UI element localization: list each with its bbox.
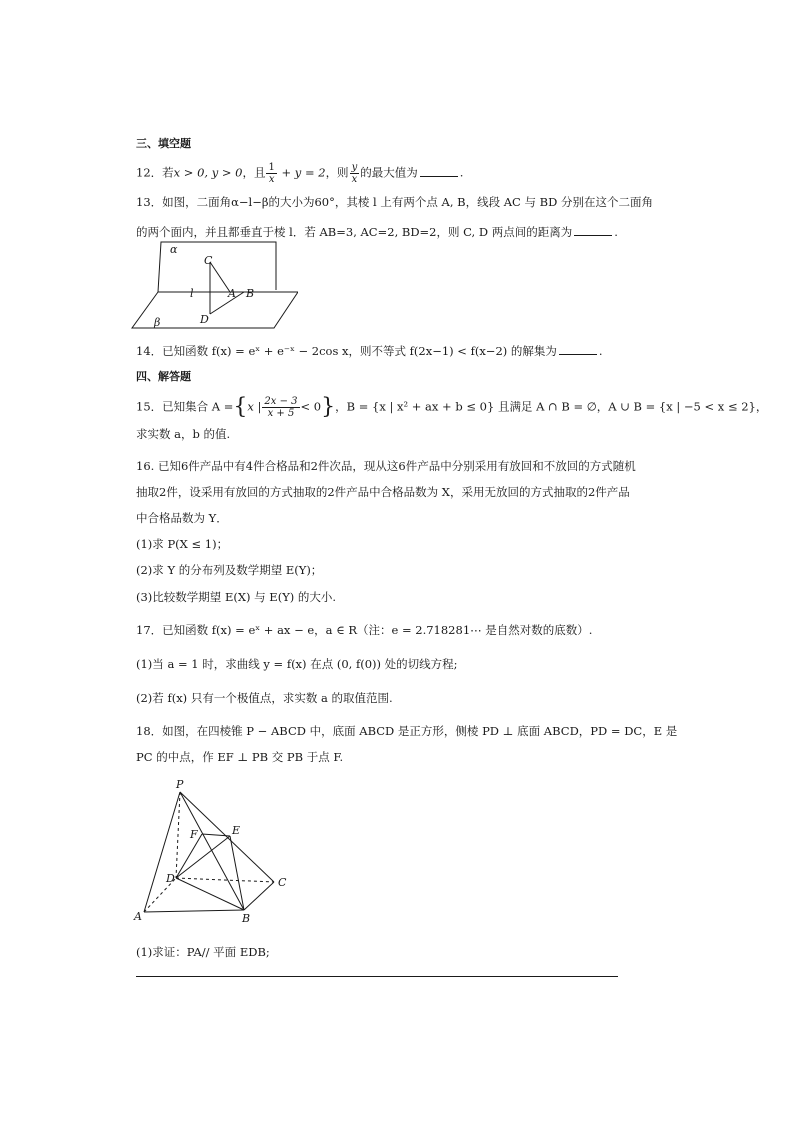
question-16-part1: (1)求 P(X ≤ 1)； xyxy=(136,537,229,551)
answer-blank[interactable] xyxy=(559,342,597,355)
label-a: A xyxy=(228,287,236,300)
question-13-line2: 的两个面内，并且都垂直于棱 l．若 AB=3, AC=2, BD=2，则 C, D 两点间的距离为 . xyxy=(136,225,618,239)
pyramid-figure xyxy=(132,774,302,924)
answer-blank[interactable] xyxy=(574,223,612,236)
question-16-part2: (2)求 Y 的分布列及数学期望 E(Y)； xyxy=(136,563,323,577)
question-15-line1: 15．已知集合 A ={x | $\frac{2x - 3}{x + 5}$ < 0}，B = {x | x² + ax + b ≤ 0} 且满足 A ∩ B = ∅，A ∪ B = {x | −5 < x ≤ 2}， xyxy=(136,394,768,420)
label-p: P xyxy=(176,778,184,791)
edge-dc xyxy=(176,878,274,882)
segment-fe xyxy=(202,834,230,836)
question-16-line2: 抽取2件，设采用有放回的方式抽取的2件产品中合格品数为 X，采用无放回的方式抽取的2件产品 xyxy=(136,485,630,499)
label-f: F xyxy=(190,828,198,841)
question-15-line2: 求实数 a，b 的值. xyxy=(136,427,231,441)
question-16-line1: 16. 已知6件产品中有4件合格品和2件次品，现从这6件产品中分别采用有放回和不放回的方式随机 xyxy=(136,459,636,473)
dihedral-angle-figure xyxy=(128,240,298,332)
label-e: E xyxy=(232,824,241,837)
edge-bc xyxy=(244,882,274,910)
question-13-line1: 13．如图，二面角α−l−β的大小为60°，其棱 l 上有两个点 A, B，线段 AC 与 BD 分别在这个二面角 xyxy=(136,195,653,209)
segment-de xyxy=(176,836,230,878)
label-c: C xyxy=(278,876,287,889)
question-16-part3: (3)比较数学期望 E(X) 与 E(Y) 的大小. xyxy=(136,590,337,604)
label-d: D xyxy=(200,313,209,326)
fraction: $\frac{y}{x}$ xyxy=(351,162,358,185)
question-18-line1: 18．如图，在四棱锥 P − ABCD 中，底面 ABCD 是正方形，侧棱 PD ⊥ 底面 ABCD，PD = DC，E 是 xyxy=(136,724,678,738)
edge-pa xyxy=(144,792,180,912)
answer-blank[interactable] xyxy=(420,164,458,177)
edge-ab xyxy=(144,910,244,912)
segment-ac xyxy=(210,262,230,292)
fraction: $\frac{1}{x}$ xyxy=(268,162,275,185)
segment-df xyxy=(176,834,202,878)
question-17-line1: 17．已知函数 f(x) = eˣ + ax − e，a ∈ R（注：e = 2.718281⋯ 是自然对数的底数）. xyxy=(136,623,593,637)
question-17-part1: (1)当 a = 1 时，求曲线 y = f(x) 在点 (0, f(0)) 处的切线方程; xyxy=(136,657,458,671)
question-14: 14．已知函数 f(x) = eˣ + e⁻ˣ − 2cos x，则不等式 f(2x−1) < f(x−2) 的解集为 . xyxy=(136,344,603,358)
edge-pb xyxy=(180,792,244,910)
question-17-part2: (2)若 f(x) 只有一个极值点，求实数 a 的取值范围. xyxy=(136,691,393,705)
question-12: 12．若x > 0, y > 0，且 $\frac{1}{x}$ + y = 2，则 $\frac{y}{x}$ 的最大值为 . xyxy=(136,162,464,185)
section-heading: 三、填空题 xyxy=(136,137,191,150)
label-b: B xyxy=(246,287,255,300)
divider-line xyxy=(136,976,618,977)
label-c: C xyxy=(204,254,213,267)
fraction: $\frac{2x - 3}{x + 5}$ xyxy=(264,396,298,419)
label-a: A xyxy=(134,910,142,923)
label-b: B xyxy=(242,912,251,924)
segment-db xyxy=(176,878,244,910)
label-beta: β xyxy=(154,316,161,329)
question-18-line2: PC 的中点，作 EF ⊥ PB 交 PB 于点 F. xyxy=(136,750,344,764)
label-l: l xyxy=(190,287,194,300)
question-16-line3: 中合格品数为 Y． xyxy=(136,511,228,525)
label-d: D xyxy=(166,872,175,885)
section-heading: 四、解答题 xyxy=(136,370,191,383)
segment-bd xyxy=(210,292,244,314)
question-18-part1: (1)求证：PA// 平面 EDB; xyxy=(136,945,270,959)
label-alpha: α xyxy=(170,243,178,256)
